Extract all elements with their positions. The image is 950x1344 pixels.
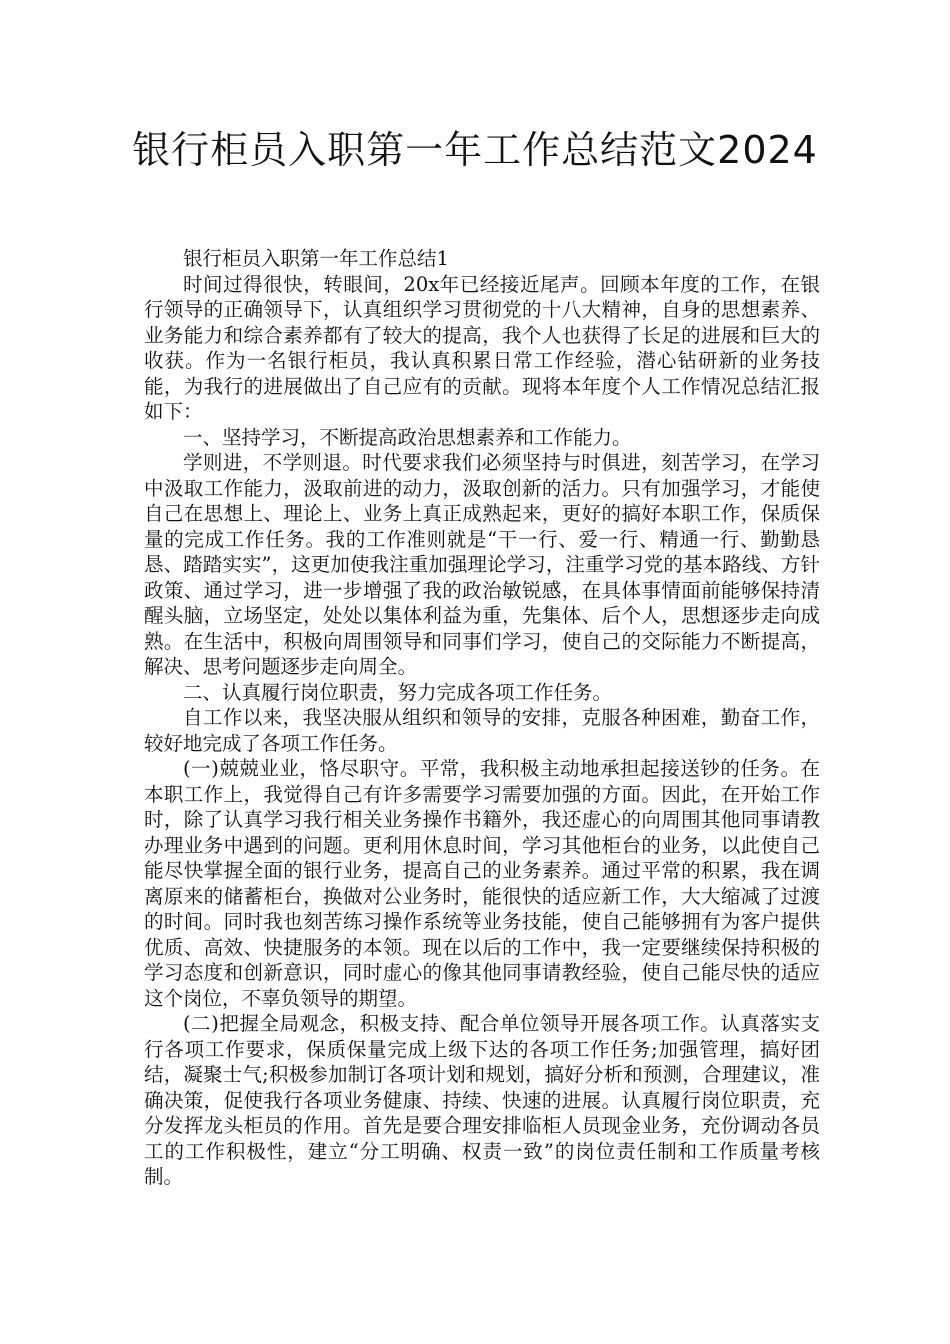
section-heading: 一、坚持学习，不断提高政治思想素养和工作能力。 <box>183 425 632 449</box>
paragraph: (二)把握全局观念，积极支持、配合单位领导开展各项工作。认真落实支行各项工作要求，保质保量完成上级下达的各项工作任务;加强管理，搞好团结，凝聚士气;积极参加制订各项计划和规划，搞好分析和预测，合理建议，准确决策，促使我行各项业务健康、持续、快速的进展。认真履行岗位职责，充分发挥龙头柜员的作用。首先是要合理安排临柜人员现金业务，充份调动各员工的工作积极性，建立“分工明确、权责一致”的岗位责任制和工作质量考核制。 <box>144 1012 820 1188</box>
document-body <box>144 246 820 1190</box>
section-heading: 二、认真履行岗位职责，努力完成各项工作任务。 <box>183 680 613 704</box>
paragraph: 学则进，不学则退。时代要求我们必须坚持与时俱进，刻苦学习，在学习中汲取工作能力，汲取前进的动力，汲取创新的活力。只有加强学习，才能使自己在思想上、理论上、业务上真正成熟起来，更好的搞好本职工作，保质保量的完成工作任务。我的工作准则就是“干一行、爱一行、精通一行、勤勤恳恳、踏踏实实”，这更加使我注重加强理论学习，注重学习党的基本路线、方针政策、通过学习，进一步增强了我的政治敏锐感，在具体事情面前能够保持清醒头脑，立场坚定，处处以集体利益为重，先集体、后个人，思想逐步走向成熟。在生活中，积极向周围领导和同事们学习，使自己的交际能力不断提高，解决、思考问题逐步走向周全。 <box>144 451 820 678</box>
paragraph: (一)兢兢业业，恪尽职守。平常，我积极主动地承担起接送钞的任务。在本职工作上，我觉得自己有许多需要学习需要加强的方面。因此，在开始工作时，除了认真学习我行相关业务操作书籍外，我还虚心的向周围其他同事请教办理业务中遇到的问题。更利用休息时间，学习其他柜台的业务，以此使自己能尽快掌握全面的银行业务，提高自己的业务素养。通过平常的积累，我在调离原来的储蓄柜台，换做对公业务时，能很快的适应新工作，大大缩减了过渡的时间。同时我也刻苦练习操作系统等业务技能，使自己能够拥有为客户提供优质、高效、快捷服务的本领。现在以后的工作中，我一定要继续保持积极的学习态度和创新意识，同时虚心的像其他同事请教经验，使自己能尽快的适应这个岗位，不辜负领导的期望。 <box>144 757 820 1010</box>
document-title: 银行柜员入职第一年工作总结范文2024 <box>132 128 818 172</box>
section-heading: 银行柜员入职第一年工作总结1 <box>183 247 449 270</box>
paragraph: 自工作以来，我坚决服从组织和领导的安排，克服各种困难，勤奋工作，较好地完成了各项工作任务。 <box>144 706 820 755</box>
paragraph: 时间过得很快，转眼间，20x年已经接近尾声。回顾本年度的工作，在银行领导的正确领导下，认真组织学习贯彻党的十八大精神，自身的思想素养、业务能力和综合素养都有了较大的提高，我个人也获得了长足的进展和巨大的收获。作为一名银行柜员，我认真积累日常工作经验，潜心钻研新的业务技能，为我行的进展做出了自己应有的贡献。现将本年度个人工作情况总结汇报如下： <box>144 272 820 423</box>
